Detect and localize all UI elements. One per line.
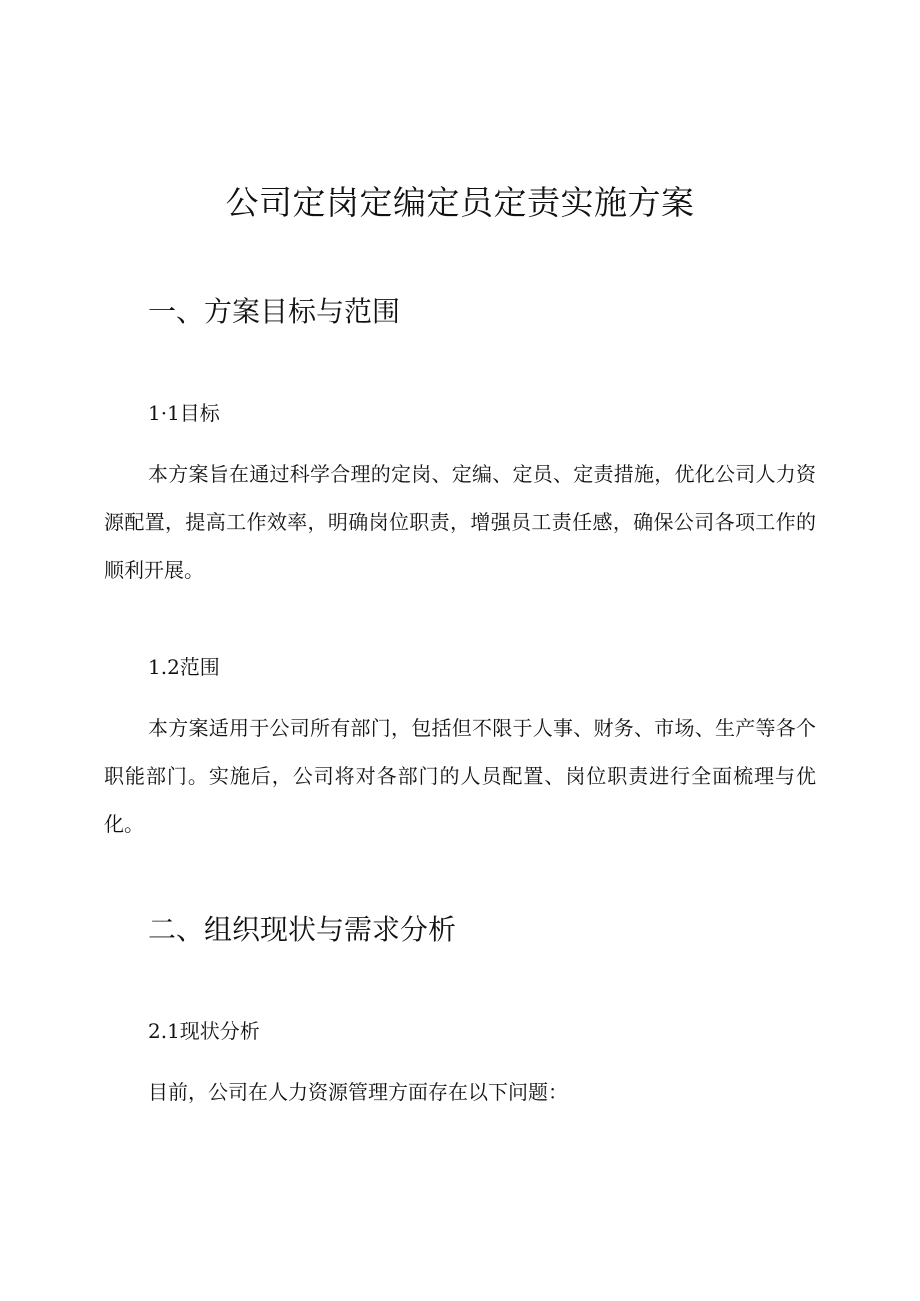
- section-1-heading: 一、方案目标与范围: [148, 295, 401, 328]
- subsection-2-1-heading: 2.1现状分析: [148, 1019, 260, 1043]
- subsection-1-1-heading: 1·1目标: [148, 401, 220, 425]
- subsection-2-1-paragraph: 目前，公司在人力资源管理方面存在以下问题：: [148, 1080, 568, 1104]
- document-title: 公司定岗定编定员定责实施方案: [225, 183, 695, 222]
- subsection-1-2-heading: 1.2范围: [148, 655, 220, 679]
- subsection-1-2-paragraph: 本方案适用于公司所有部门，包括但不限于人事、财务、市场、生产等各个职能部门。实施后，公司将对各部门的人员配置、岗位职责进行全面梳理与优化。: [104, 716, 816, 836]
- section-2-heading: 二、组织现状与需求分析: [148, 913, 457, 946]
- subsection-1-1-paragraph: 本方案旨在通过科学合理的定岗、定编、定员、定责措施，优化公司人力资源配置，提高工作效率，明确岗位职责，增强员工责任感，确保公司各项工作的顺利开展。: [104, 462, 816, 582]
